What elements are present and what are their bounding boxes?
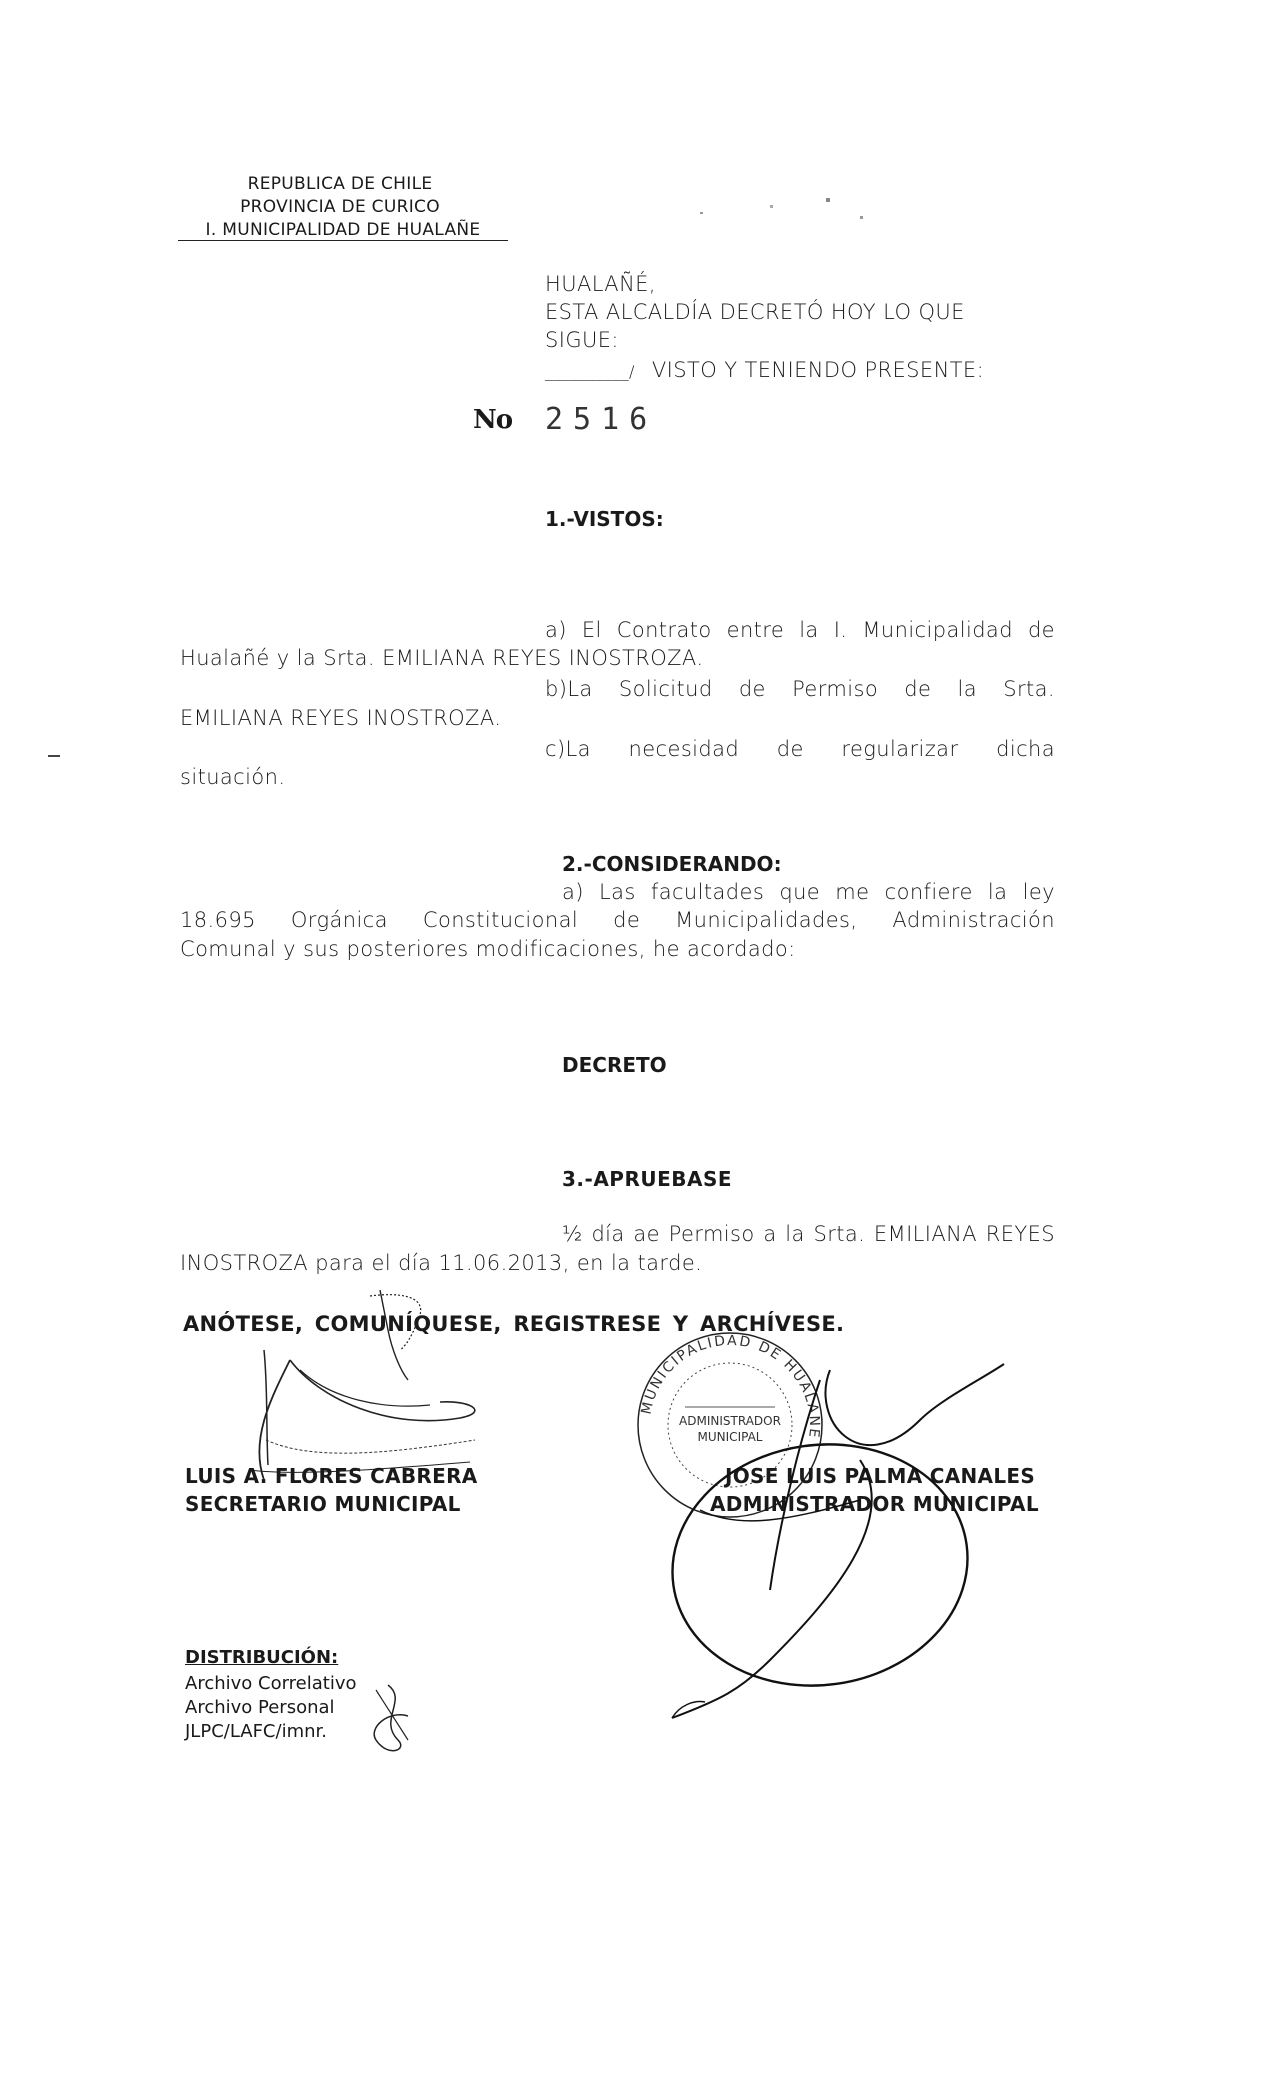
stamp-center-line1: ADMINISTRADOR	[679, 1414, 781, 1428]
vistos-b-line1: b)La Solicitud de Permiso de la Srta.	[545, 677, 1055, 701]
left-signatory-name: LUIS A. FLORES CABRERA	[185, 1464, 478, 1488]
margin-mark	[48, 755, 60, 757]
signature-left-scribble	[230, 1290, 550, 1490]
distribution-item: Archivo Correlativo	[185, 1673, 357, 1694]
header-municipality: I. MUNICIPALIDAD DE HUALAÑE	[178, 220, 508, 241]
stamp-center-line2: MUNICIPAL	[697, 1430, 763, 1444]
vistos-c-line2: situación.	[180, 765, 286, 789]
initials-scribble	[368, 1680, 428, 1760]
stamp-ring-text: MUNICIPALIDAD DE HUALAÑE	[638, 1332, 823, 1441]
decree-number-prefix: No	[473, 405, 513, 435]
vistos-a-line1: a) El Contrato entre la I. Municipalidad de	[545, 618, 1055, 642]
apruebase-line1: ½ día ae Permiso a la Srta. EMILIANA REYES	[562, 1222, 1055, 1246]
apruebase-line2: INOSTROZA para el día 11.06.2013, en la tarde.	[180, 1251, 703, 1275]
scan-speck	[700, 212, 703, 214]
section-considerando-heading: 2.-CONSIDERANDO:	[562, 852, 782, 876]
header-republic: REPUBLICA DE CHILE	[247, 174, 433, 194]
visto-text: VISTO Y TENIENDO PRESENTE:	[651, 358, 985, 382]
decreto-heading: DECRETO	[562, 1053, 667, 1077]
considerando-line1: a) Las facultades que me confiere la ley	[562, 880, 1055, 904]
decree-intro-line: SIGUE:	[545, 328, 619, 352]
scan-speck	[826, 198, 830, 202]
decree-number: 2516	[545, 402, 658, 437]
decree-intro-line: ESTA ALCALDÍA DECRETÓ HOY LO QUE	[545, 300, 965, 324]
right-signatory-title: ADMINISTRADOR MUNICIPAL	[710, 1492, 1039, 1516]
distribution-heading: DISTRIBUCIÓN:	[185, 1647, 339, 1668]
visto-line	[545, 358, 984, 382]
vistos-b-line2: EMILIANA REYES INOSTROZA.	[180, 706, 502, 730]
scan-speck	[770, 205, 773, 208]
left-signatory-title: SECRETARIO MUNICIPAL	[185, 1492, 461, 1516]
section-apruebase-heading: 3.-APRUEBASE	[562, 1167, 733, 1191]
distribution-item: Archivo Personal	[185, 1697, 335, 1718]
considerando-line2: 18.695 Orgánica Constitucional de Municipalidades, Administración	[180, 908, 1055, 932]
scan-speck	[860, 216, 863, 219]
right-signatory-name: JOSE LUIS PALMA CANALES	[725, 1464, 1036, 1488]
signature-right-scribble	[660, 1360, 1020, 1720]
vistos-c-line1: c)La necesidad de regularizar dicha	[545, 737, 1055, 761]
blank-line: __________/	[545, 362, 635, 381]
vistos-a-line2: Hualañé y la Srta. EMILIANA REYES INOSTROZA.	[180, 646, 704, 670]
closing-line: ANÓTESE, COMUNÍQUESE, REGISTRESE Y ARCHÍVESE.	[183, 1312, 845, 1336]
distribution-item: JLPC/LAFC/imnr.	[185, 1721, 327, 1742]
section-vistos-heading: 1.-VISTOS:	[545, 507, 664, 531]
header-province: PROVINCIA DE CURICO	[240, 197, 440, 217]
place-line: HUALAÑÉ,	[545, 272, 656, 296]
considerando-line3: Comunal y sus posteriores modificaciones, he acordado:	[180, 937, 796, 961]
